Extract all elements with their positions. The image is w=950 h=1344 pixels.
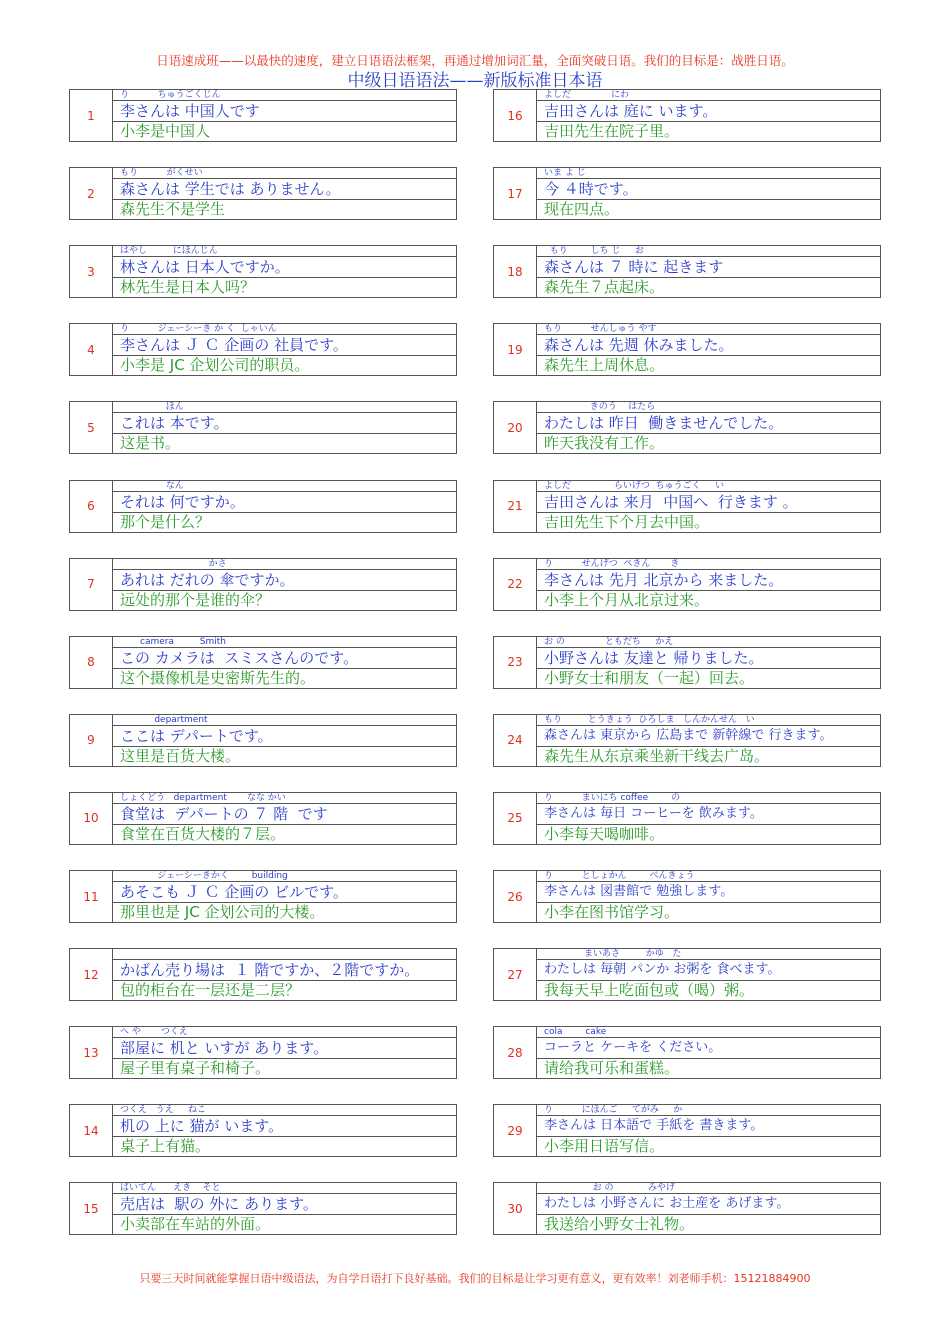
japanese-sentence: わたしは 昨日 働きませんでした。: [536, 413, 880, 434]
japanese-sentence: あそこも Ｊ Ｃ 企画の ビルです。: [112, 882, 456, 903]
chinese-translation: 小野女士和朋友（一起）回去。: [544, 668, 755, 687]
sentence-entry: [69, 323, 457, 376]
entry-number: 26: [494, 871, 537, 922]
sentence-entry: [69, 480, 457, 533]
japanese-sentence: あれは だれの 傘ですか。: [112, 570, 456, 591]
sentence-entry: [493, 245, 881, 298]
furigana-reading: り としょかん べんきょう: [536, 871, 880, 882]
chinese-translation: 小李每天喝咖啡。: [544, 824, 665, 843]
furigana-reading: り せんげつ ぺきん き: [536, 559, 880, 570]
japanese-sentence: ここは デパートです。: [112, 726, 456, 747]
sentence-entry: [493, 401, 881, 454]
chinese-translation: 小李用日语写信。: [544, 1137, 665, 1156]
chinese-translation: 森先生上周休息。: [544, 356, 665, 375]
entry-number: 4: [70, 324, 113, 375]
furigana-reading: お の みやげ: [536, 1183, 880, 1194]
chinese-translation: 吉田先生在院子里。: [544, 122, 680, 140]
entry-number: 15: [70, 1183, 113, 1234]
sentence-entry: [69, 636, 457, 689]
japanese-sentence: それは 何ですか。: [112, 492, 456, 513]
japanese-sentence: 吉田さんは 来月 中国へ 行きます 。: [536, 492, 880, 513]
chinese-translation: 包的柜台在一层还是二层？: [120, 981, 301, 1000]
entry-number: 13: [70, 1027, 113, 1078]
sentence-entry: [493, 714, 881, 767]
entry-number: 30: [494, 1183, 537, 1234]
furigana-reading: はやし にほんじん: [112, 246, 456, 257]
japanese-sentence: この カメラは スミスさんのです。: [112, 648, 456, 669]
chinese-translation: 请给我可乐和蛋糕。: [544, 1059, 680, 1078]
chinese-translation: 小李是 JC 企划公司的职员。: [120, 356, 310, 375]
furigana-reading: かさ: [112, 559, 456, 570]
furigana-reading: お の ともだち かえ: [536, 637, 880, 648]
furigana-reading: り まいにち coffee の: [536, 793, 880, 804]
entry-number: 16: [494, 90, 537, 141]
entry-number: 14: [70, 1105, 113, 1156]
furigana-reading: り にほんご てがみ か: [536, 1105, 880, 1116]
chinese-translation: 食堂在百货大楼的７层。: [120, 824, 286, 843]
entry-number: 11: [70, 871, 113, 922]
entry-number: 23: [494, 637, 537, 688]
sentence-entry: [493, 323, 881, 376]
furigana-reading: よしだ にわ: [536, 90, 880, 101]
sentence-entry: [493, 89, 881, 142]
sentence-entry: [69, 1026, 457, 1079]
chinese-translation: 屋子里有桌子和椅子。: [120, 1059, 271, 1078]
furigana-reading: へ や つくえ: [112, 1027, 456, 1038]
chinese-translation: 小李在图书馆学习。: [544, 903, 680, 921]
entry-number: 28: [494, 1027, 537, 1078]
chinese-translation: 那个是什么？: [120, 512, 211, 531]
sentence-entry: [493, 792, 881, 845]
sentence-entry: [69, 89, 457, 142]
japanese-sentence: 食堂は デパートの ７ 階 です: [112, 804, 456, 825]
chinese-translation: 现在四点。: [544, 200, 620, 219]
entry-number: 3: [70, 246, 113, 297]
furigana-reading: いま よ じ: [536, 168, 880, 179]
sentence-entry: [493, 870, 881, 923]
japanese-sentence: コーラと ケーキを ください。: [536, 1038, 880, 1059]
japanese-sentence: 李さんは 日本語で 手紙を 書きます。: [536, 1116, 880, 1137]
furigana-reading: きのう はたら: [536, 402, 880, 413]
furigana-reading: もり しち じ お: [536, 246, 880, 257]
japanese-sentence: 森さんは 東京から 広島まで 新幹線で 行きます。: [536, 726, 880, 747]
entry-number: 8: [70, 637, 113, 688]
japanese-sentence: 李さんは 毎日 コーヒーを 飲みます。: [536, 804, 880, 825]
sentence-entry: [493, 1104, 881, 1157]
chinese-translation: 远处的那个是谁的伞？: [120, 590, 271, 609]
sentence-entry: [69, 948, 457, 1001]
furigana-reading: ほん: [112, 402, 456, 413]
entry-number: 7: [70, 559, 113, 610]
chinese-translation: 小李上个月从北京过来。: [544, 590, 710, 609]
furigana-reading: り ちゅうごくじん: [112, 90, 456, 101]
entry-number: 18: [494, 246, 537, 297]
entry-number: 24: [494, 715, 537, 766]
japanese-sentence: かばん売り場は １ 階ですか、２階ですか。: [112, 960, 456, 981]
furigana-reading: り ジェーシーき か く しゃいん: [112, 324, 456, 335]
chinese-translation: 森先生７点起床。: [544, 278, 665, 297]
sentence-entry: [493, 1182, 881, 1235]
japanese-sentence: 部屋に 机と いすが あります。: [112, 1038, 456, 1059]
japanese-sentence: わたしは 小野さんに お土産を あげます。: [536, 1194, 880, 1215]
furigana-reading: なん: [112, 481, 456, 492]
furigana-reading: もり せんしゅう やす: [536, 324, 880, 335]
sentence-entry: [493, 558, 881, 611]
sentence-entry: [493, 948, 881, 1001]
entry-number: 1: [70, 90, 113, 141]
chinese-translation: 我每天早上吃面包或（喝）粥。: [544, 981, 755, 1000]
japanese-sentence: 李さんは Ｊ Ｃ 企画の 社員です。: [112, 335, 456, 356]
japanese-sentence: 小野さんは 友達と 帰りました。: [536, 648, 880, 669]
japanese-sentence: 李さんは 図書館で 勉強します。: [536, 882, 880, 903]
chinese-translation: 吉田先生下个月去中国。: [544, 512, 710, 531]
entry-number: 20: [494, 402, 537, 453]
chinese-translation: 桌子上有猫。: [120, 1137, 211, 1156]
entry-number: 29: [494, 1105, 537, 1156]
entry-number: 25: [494, 793, 537, 844]
furigana-reading: つくえ うえ ねこ: [112, 1105, 456, 1116]
furigana-reading: しょくどう department なな かい: [112, 793, 456, 804]
entry-number: 5: [70, 402, 113, 453]
chinese-translation: 我送给小野女士礼物。: [544, 1215, 695, 1234]
chinese-translation: 小李是中国人: [120, 122, 211, 140]
sentence-entry: [69, 167, 457, 220]
sentence-entry: [69, 714, 457, 767]
chinese-translation: 这里是百货大楼。: [120, 746, 241, 765]
furigana-reading: [112, 949, 456, 960]
sentence-entry: [69, 401, 457, 454]
furigana-reading: もり とうきょう ひろしま しんかんせん い: [536, 715, 880, 726]
japanese-sentence: 李さんは 先月 北京から 来ました。: [536, 570, 880, 591]
sentence-entry: [69, 792, 457, 845]
japanese-sentence: 林さんは 日本人ですか。: [112, 257, 456, 278]
entry-number: 17: [494, 168, 537, 219]
japanese-sentence: わたしは 毎朝 パンか お粥を 食べます。: [536, 960, 880, 981]
sentence-entry: [69, 558, 457, 611]
furigana-reading: department: [112, 715, 456, 726]
japanese-sentence: 売店は 駅の 外に あります。: [112, 1194, 456, 1215]
furigana-reading: もり がくせい: [112, 168, 456, 179]
entry-number: 10: [70, 793, 113, 844]
sentence-entry: [493, 636, 881, 689]
top-banner: 日语速成班——以最快的速度，建立日语语法框架，再通过增加词汇量，全面突破日语。我们的目标是：战胜日语。: [156, 53, 794, 68]
sentence-entry: [69, 245, 457, 298]
entry-number: 21: [494, 481, 537, 532]
japanese-sentence: 吉田さんは 庭に います。: [536, 101, 880, 122]
japanese-sentence: 森さんは ７ 時に 起きます: [536, 257, 880, 278]
entry-number: 22: [494, 559, 537, 610]
furigana-reading: camera Smith: [112, 637, 456, 648]
furigana-reading: ジェーシーきかく building: [112, 871, 456, 882]
furigana-reading: まいあさ かゆ た: [536, 949, 880, 960]
document-title: 中级日语语法——新版标准日本语: [347, 71, 603, 91]
entry-number: 27: [494, 949, 537, 1000]
sentence-entry: [493, 1026, 881, 1079]
chinese-translation: 森先生从东京乘坐新干线去广岛。: [544, 746, 770, 765]
chinese-translation: 这是书。: [120, 434, 181, 453]
chinese-translation: 林先生是日本人吗？: [120, 278, 256, 297]
japanese-sentence: 今 ４時です。: [536, 179, 880, 200]
entry-number: 19: [494, 324, 537, 375]
sentence-entry: [69, 1104, 457, 1157]
entry-number: 12: [70, 949, 113, 1000]
chinese-translation: 这个摄像机是史密斯先生的。: [120, 668, 316, 687]
footer-note: 只要三天时间就能掌握日语中级语法，为自学日语打下良好基础。我们的目标是让学习更有意义，更有效率！刘老师手机：15121884900: [139, 1272, 811, 1285]
furigana-reading: よしだ らいげつ ちゅうごく い: [536, 481, 880, 492]
furigana-reading: ばいてん えき そと: [112, 1183, 456, 1194]
japanese-sentence: 森さんは 学生では ありません。: [112, 179, 456, 200]
sentence-entry: [69, 1182, 457, 1235]
furigana-reading: cola cake: [536, 1027, 880, 1038]
chinese-translation: 昨天我没有工作。: [544, 434, 665, 453]
sentence-entry: [493, 480, 881, 533]
sentence-entry: [69, 870, 457, 923]
chinese-translation: 那里也是 JC 企划公司的大楼。: [120, 903, 325, 921]
japanese-sentence: 机の 上に 猫が います。: [112, 1116, 456, 1137]
entry-number: 9: [70, 715, 113, 766]
chinese-translation: 森先生不是学生: [120, 200, 226, 219]
japanese-sentence: 李さんは 中国人です: [112, 101, 456, 122]
chinese-translation: 小卖部在车站的外面。: [120, 1215, 271, 1234]
entry-number: 2: [70, 168, 113, 219]
entry-number: 6: [70, 481, 113, 532]
sentence-entry: [493, 167, 881, 220]
japanese-sentence: これは 本です。: [112, 413, 456, 434]
japanese-sentence: 森さんは 先週 休みました。: [536, 335, 880, 356]
